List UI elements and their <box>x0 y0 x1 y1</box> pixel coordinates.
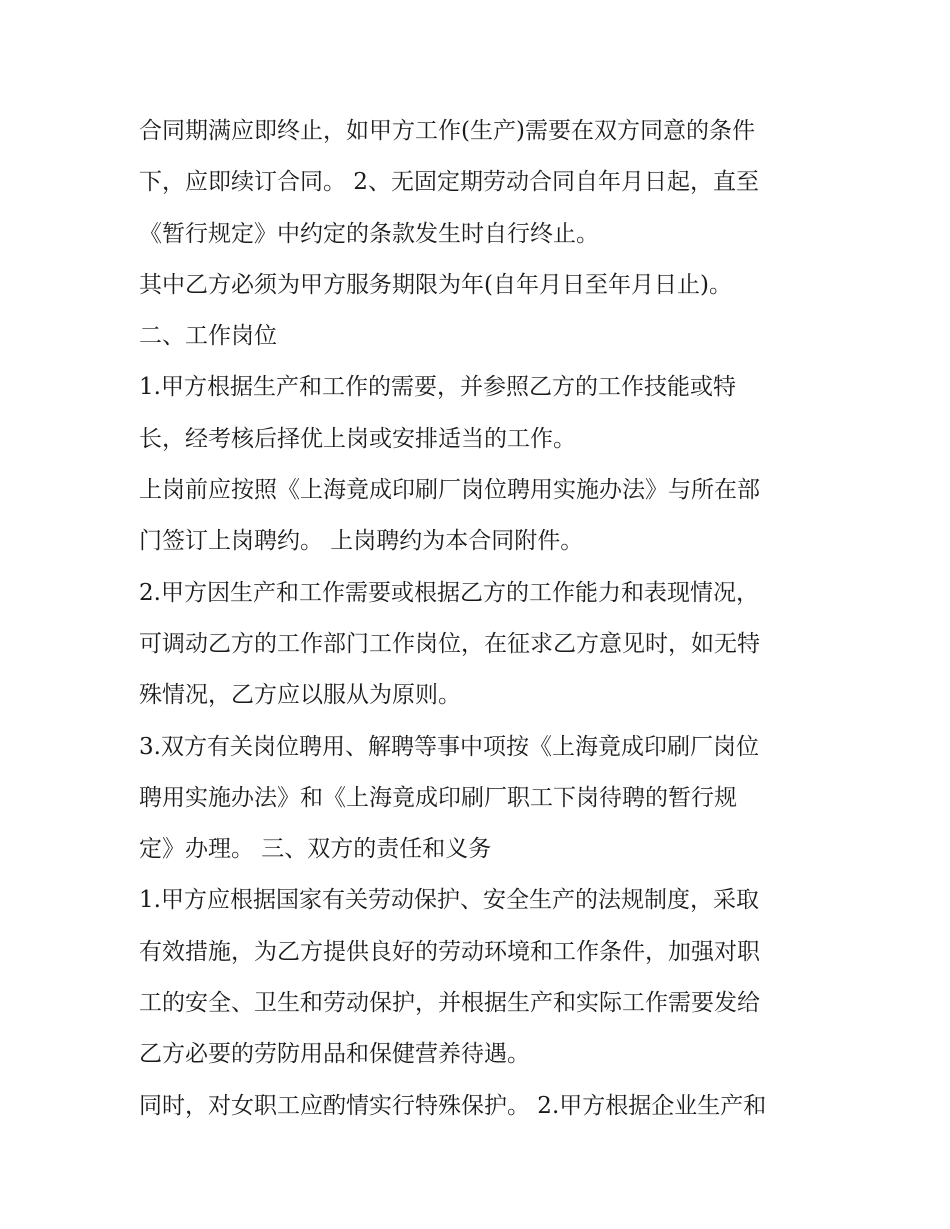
text-line: 2.甲方因生产和工作需要或根据乙方的工作能力和表现情况， <box>139 579 759 606</box>
text-line: 工的安全、卫生和劳动保护，并根据生产和实际工作需要发给 <box>139 990 760 1017</box>
text-line: 3.双方有关岗位聘用、解聘等事中项按《上海竟成印刷厂岗位 <box>139 733 759 760</box>
section-heading-work-position: 二、工作岗位 <box>139 323 277 350</box>
text-line: 上岗前应按照《上海竟成印刷厂岗位聘用实施办法》与所在部 <box>139 477 760 504</box>
text-line: 同时，对女职工应酌情实行特殊保护。 2.甲方根据企业生产和 <box>139 1092 767 1119</box>
text-line: 下，应即续订合同。 2、无固定期劳动合同自年月日起，直至 <box>139 169 759 196</box>
text-line: 长，经考核后择优上岗或安排适当的工作。 <box>139 425 576 452</box>
text-line: 合同期满应即终止，如甲方工作(生产)需要在双方同意的条件 <box>139 118 755 144</box>
text-line: 殊情况，乙方应以服从为原则。 <box>139 682 461 709</box>
text-line: 1.甲方应根据国家有关劳动保护、安全生产的法规制度，采取 <box>139 887 759 914</box>
text-line: 《暂行规定》中约定的条款发生时自行终止。 <box>139 220 599 247</box>
text-line: 门签订上岗聘约。 上岗聘约为本合同附件。 <box>139 528 584 555</box>
text-line: 聘用实施办法》和《上海竟成印刷厂职工下岗待聘的暂行规 <box>139 784 737 811</box>
contract-text <box>139 106 829 1132</box>
text-line: 有效措施，为乙方提供良好的劳动环境和工作条件，加强对职 <box>139 938 760 965</box>
text-line: 乙方必要的劳防用品和保健营养待遇。 <box>139 1041 530 1068</box>
text-line: 定》办理。 三、双方的责任和义务 <box>139 836 492 863</box>
text-line: 可调动乙方的工作部门工作岗位，在征求乙方意见时，如无特 <box>139 630 760 657</box>
text-line: 其中乙方必须为甲方服务期限为年(自年月日至年月日止)。 <box>139 271 732 298</box>
text-line: 1.甲方根据生产和工作的需要，并参照乙方的工作技能或特 <box>139 374 736 401</box>
